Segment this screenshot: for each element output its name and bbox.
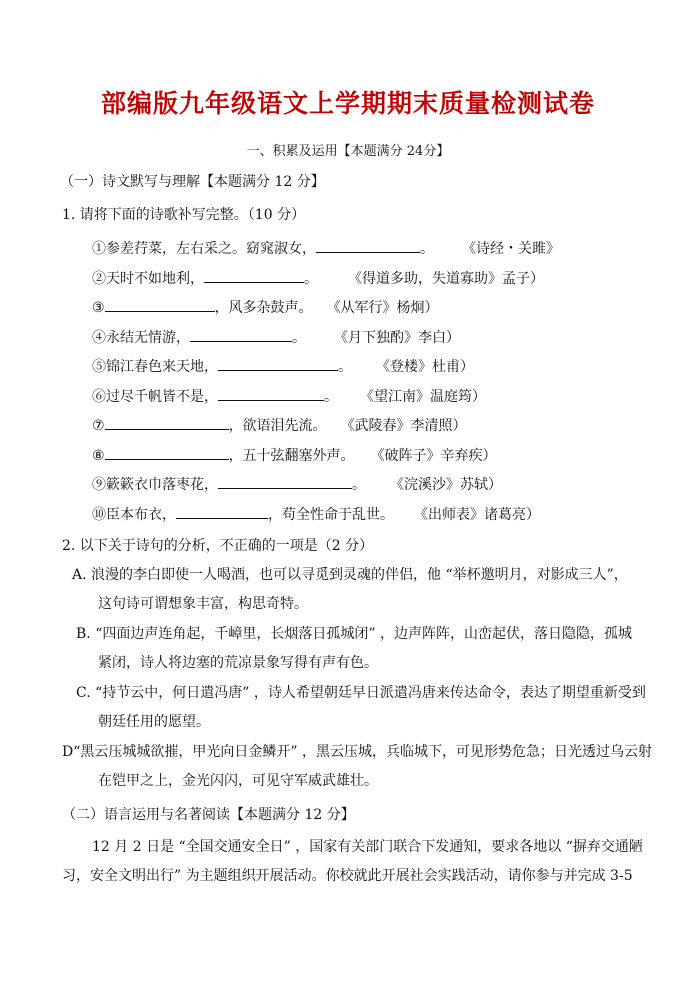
- q1-line-4-post: 。: [292, 330, 306, 346]
- q1-line-1-pre: ①参差荇菜，左右采之。窈窕淑女，: [92, 241, 316, 257]
- q1-line-7-source: 《武陵春》李清照）: [340, 418, 467, 434]
- q1-line-8: [92, 445, 497, 466]
- answer-blank[interactable]: [316, 238, 420, 253]
- answer-blank[interactable]: [218, 474, 352, 489]
- answer-blank[interactable]: [218, 386, 324, 401]
- q1-line-2-post: 。: [304, 271, 318, 287]
- q1-line-6-source: 《望江南》温庭筠）: [360, 389, 486, 405]
- q1-line-9-post: 。: [352, 477, 366, 493]
- answer-blank[interactable]: [204, 268, 304, 283]
- q1-line-7-pre: ⑦: [92, 418, 105, 434]
- q1-line-10-post: ，苟全性命于乱世。: [268, 507, 394, 523]
- q2-option-d-line-1: D“黑云压城城欲摧，甲光向日金鳞开” ，黑云压城，兵临城下，可见形势危急；日光透过乌云射: [62, 744, 652, 760]
- q1-line-9-pre: ⑨簌簌衣巾落枣花，: [92, 477, 218, 493]
- q1-line-3-post: ，风多杂鼓声。: [214, 300, 313, 316]
- section-1-heading: （一）诗文默写与理解【本题满分 12 分】: [60, 174, 325, 190]
- q2-option-b-line-1: B. “四面边声连角起，千嶂里，长烟落日孤城闭” ，边声阵阵，山峦起伏，落日隐隐，孤城: [76, 626, 632, 642]
- q1-line-8-pre: ⑧: [92, 448, 105, 464]
- q1-line-5: [92, 356, 474, 377]
- q1-line-4: [92, 327, 460, 348]
- q1-line-10: [92, 504, 540, 525]
- q2-option-a-line-2: 这句诗可谓想象丰富，构思奇特。: [98, 596, 308, 612]
- q1-line-2-source: 《得道多助，失道寡助》孟子）: [348, 271, 544, 287]
- q1-line-10-source: 《出师表》诸葛亮）: [414, 507, 540, 523]
- q2-option-a-line-1: A. 浪漫的李白即使一人喝酒，也可以寻觅到灵魂的伴侣，他 “举杯邀明月，对影成三人”，: [72, 567, 628, 583]
- q1-line-9: [92, 474, 502, 495]
- q1-line-6-pre: ⑥过尽千帆皆不是，: [92, 389, 218, 405]
- section-2-heading: （二）语言运用与名著阅读【本题满分 12 分】: [62, 807, 355, 823]
- q2-option-d-line-2: 在铠甲之上，金光闪闪，可见守军威武雄壮。: [98, 773, 378, 789]
- part-heading: 一、积累及运用【本题满分 24分】: [246, 144, 450, 159]
- q2-option-b-line-2: 紧闭，诗人将边塞的荒凉景象写得有声有色。: [98, 655, 378, 671]
- q1-line-4-source: 《月下独酌》李白）: [334, 330, 460, 346]
- q1-line-7: [92, 415, 467, 436]
- q2-stem: 2. 以下关于诗句的分析，不正确的一项是（2 分）: [62, 538, 374, 554]
- answer-blank[interactable]: [190, 327, 292, 342]
- exam-title: 部编版九年级语文上学期期末质量检测试卷: [100, 89, 595, 118]
- q1-line-9-source: 《浣溪沙》苏轼）: [390, 477, 502, 493]
- q1-line-6: [92, 386, 486, 407]
- q1-line-6-post: 。: [324, 389, 338, 405]
- q1-line-3: [92, 297, 439, 318]
- q1-line-1-post: 。: [420, 241, 434, 257]
- q2-option-c-line-2: 朝廷任用的愿望。: [98, 714, 210, 730]
- paragraph-line-1: 12 月 2 日是 “全国交通安全日” ，国家有关部门联合下发通知，要求各地以 “摒弃交通陋: [92, 839, 643, 855]
- q1-stem: 1. 请将下面的诗歌补写完整。（10 分）: [62, 207, 306, 223]
- q1-line-1-source: 《诗经・关雎》: [462, 241, 560, 257]
- q1-line-5-source: 《登楼》杜甫）: [376, 359, 474, 375]
- q1-line-2-pre: ②天时不如地利，: [92, 271, 204, 287]
- q2-option-c-line-1: C. “持节云中，何日遣冯唐” ，诗人希望朝廷早日派遣冯唐来传达命令，表达了期望重新受到: [76, 685, 646, 701]
- q1-line-8-source: 《破阵子》辛弃疾）: [370, 448, 497, 464]
- q1-line-1: [92, 238, 560, 259]
- paragraph-line-2: 习，安全文明出行” 为主题组织开展活动。你校就此开展社会实践活动，请你参与并完成 3-5: [62, 868, 633, 884]
- q1-line-3-source: 《从军行》杨炯）: [326, 300, 439, 316]
- answer-blank[interactable]: [105, 445, 229, 460]
- q1-line-4-pre: ④永结无情游，: [92, 330, 190, 346]
- answer-blank[interactable]: [218, 356, 338, 371]
- q1-line-5-pre: ⑤锦江春色来天地，: [92, 359, 218, 375]
- q1-line-8-post: ，五十弦翻塞外声。: [228, 448, 355, 464]
- q1-line-7-post: ，欲语泪先流。: [228, 418, 327, 434]
- answer-blank[interactable]: [176, 504, 268, 519]
- q1-line-5-post: 。: [338, 359, 352, 375]
- answer-blank[interactable]: [105, 297, 215, 312]
- q1-line-10-pre: ⑩臣本布衣，: [92, 507, 176, 523]
- q1-line-2: [92, 268, 544, 289]
- q1-line-3-pre: ③: [92, 300, 105, 316]
- answer-blank[interactable]: [105, 415, 229, 430]
